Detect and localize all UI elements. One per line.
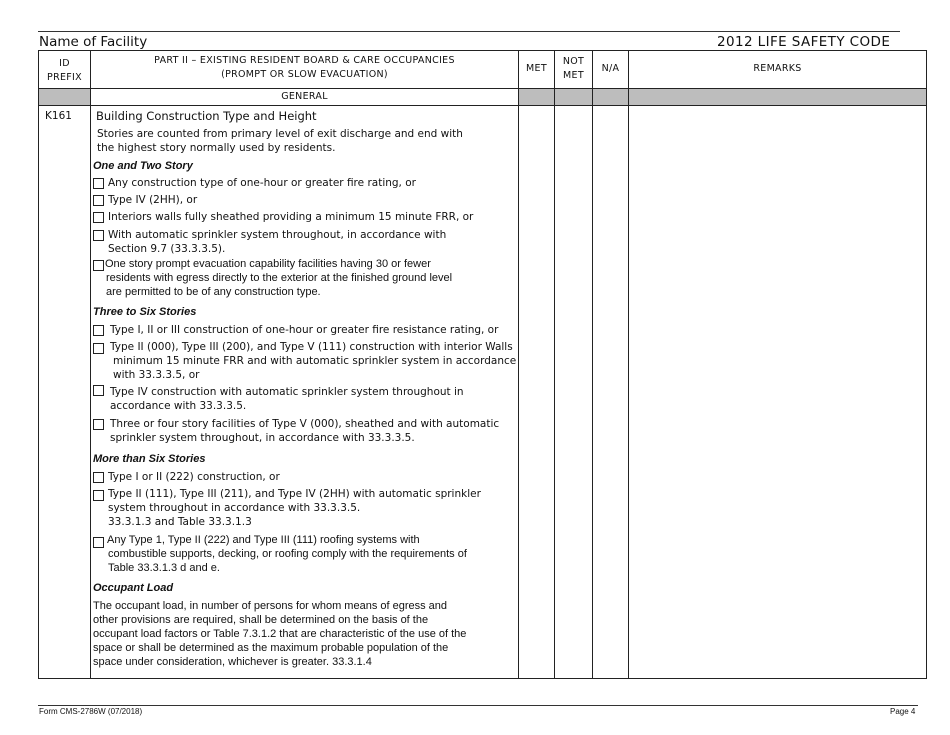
option-text: Three or four story facilities of Type V (000), sheathed and with automatic	[110, 418, 500, 430]
checkbox-three-six-opt1[interactable]	[93, 325, 104, 336]
section-row-shade-notmet	[555, 89, 592, 105]
option-text: Any construction type of one-hour or greater fire rating, or	[108, 177, 416, 189]
occupant-text: occupant load factors or Table 7.3.1.2 that are characteristic of the use of the	[93, 628, 467, 640]
heading-one-two-story: One and Two Story	[93, 160, 193, 172]
option-text: accordance with 33.3.3.5.	[110, 400, 247, 412]
item-title: Building Construction Type and Height	[96, 109, 317, 123]
checkbox-one-two-opt2[interactable]	[93, 195, 104, 206]
option-text: Type II (111), Type III (211), and Type IV (2HH) with automatic sprinkler	[108, 488, 481, 500]
col-divider	[554, 50, 555, 679]
checkbox-one-two-opt1[interactable]	[93, 178, 104, 189]
checkbox-more-six-opt3[interactable]	[93, 537, 104, 548]
col-divider	[90, 50, 91, 679]
checkbox-three-six-opt2[interactable]	[93, 343, 104, 354]
heading-three-six-stories: Three to Six Stories	[93, 306, 197, 318]
occupant-text: other provisions are required, shall be determined on the basis of the	[93, 614, 429, 626]
option-text: Type I, II or III construction of one-hour or greater fire resistance rating, or	[110, 324, 499, 336]
row-divider	[38, 105, 927, 106]
section-row-shade-id	[39, 89, 90, 105]
header-remarks: REMARKS	[753, 63, 802, 74]
checkbox-one-two-opt5[interactable]	[93, 260, 104, 271]
occupant-text: The occupant load, in number of persons for whom means of egress and	[93, 600, 448, 612]
intro-line: Stories are counted from primary level of exit discharge and end with	[97, 128, 463, 140]
header-id-prefix: ID PREFIX	[47, 58, 82, 83]
item-id: K161	[45, 110, 72, 122]
option-text: With automatic sprinkler system throughout, in accordance with	[108, 229, 447, 241]
option-text: are permitted to be of any construction type.	[106, 286, 321, 298]
option-text: 33.3.1.3 and Table 33.3.1.3	[108, 516, 252, 528]
header-na: N/A	[601, 63, 620, 74]
heading-more-than-six: More than Six Stories	[93, 453, 206, 465]
occupant-text: space under consideration, whichever is greater. 33.3.1.4	[93, 656, 372, 668]
code-title: 2012 LIFE SAFETY CODE	[717, 34, 891, 50]
form-number: Form CMS-2786W (07/2018)	[39, 707, 143, 716]
option-text: Type I or II (222) construction, or	[108, 471, 280, 483]
section-row-shade-remarks	[629, 89, 926, 105]
section-general: GENERAL	[281, 91, 328, 102]
checkbox-more-six-opt1[interactable]	[93, 472, 104, 483]
option-text: system throughout in accordance with 33.3.3.5.	[108, 502, 361, 514]
facility-name-label: Name of Facility	[39, 34, 148, 50]
option-text: Table 33.3.1.3 d and e.	[108, 562, 220, 574]
intro-line: the highest story normally used by residents.	[97, 142, 336, 154]
header-part-title: PART II – EXISTING RESIDENT BOARD & CARE OCCUPANCIES (PROMPT OR SLOW EVACUATION)	[154, 55, 455, 80]
option-text: sprinkler system throughout, in accordance with 33.3.3.5.	[110, 432, 415, 444]
option-text: One story prompt evacuation capability facilities having 30 or fewer	[105, 258, 431, 270]
option-text: Section 9.7 (33.3.3.5).	[108, 243, 226, 255]
checkbox-more-six-opt2[interactable]	[93, 490, 104, 501]
option-text: with 33.3.3.5, or	[113, 369, 200, 381]
checkbox-three-six-opt3[interactable]	[93, 385, 104, 396]
col-divider	[518, 50, 519, 679]
page-number: Page 4	[890, 707, 916, 716]
option-text: Type II (000), Type III (200), and Type V (111) construction with interior Walls	[110, 341, 513, 353]
option-text: minimum 15 minute FRR and with automatic sprinkler system in accordance	[113, 355, 517, 367]
checkbox-one-two-opt4[interactable]	[93, 230, 104, 241]
heading-occupant-load: Occupant Load	[93, 582, 174, 594]
header-met: MET	[526, 63, 547, 74]
option-text: Interiors walls fully sheathed providing a minimum 15 minute FRR, or	[108, 211, 474, 223]
footer-rule	[38, 705, 918, 706]
col-divider	[628, 50, 629, 679]
option-text: combustible supports, decking, or roofing comply with the requirements of	[108, 548, 467, 560]
section-row-shade-met	[519, 89, 554, 105]
col-divider	[592, 50, 593, 679]
section-row-shade-na	[593, 89, 628, 105]
checkbox-one-two-opt3[interactable]	[93, 212, 104, 223]
option-text: Type IV (2HH), or	[108, 194, 198, 206]
occupant-text: space or shall be determined as the maximum probable population of the	[93, 642, 449, 654]
top-rule	[38, 31, 900, 32]
option-text: Any Type 1, Type II (222) and Type III (111) roofing systems with	[107, 534, 420, 546]
option-text: Type IV construction with automatic sprinkler system throughout in	[110, 386, 464, 398]
row-divider	[38, 88, 927, 89]
header-not-met: NOT MET	[562, 56, 585, 81]
option-text: residents with egress directly to the exterior at the finished ground level	[106, 272, 453, 284]
checkbox-three-six-opt4[interactable]	[93, 419, 104, 430]
